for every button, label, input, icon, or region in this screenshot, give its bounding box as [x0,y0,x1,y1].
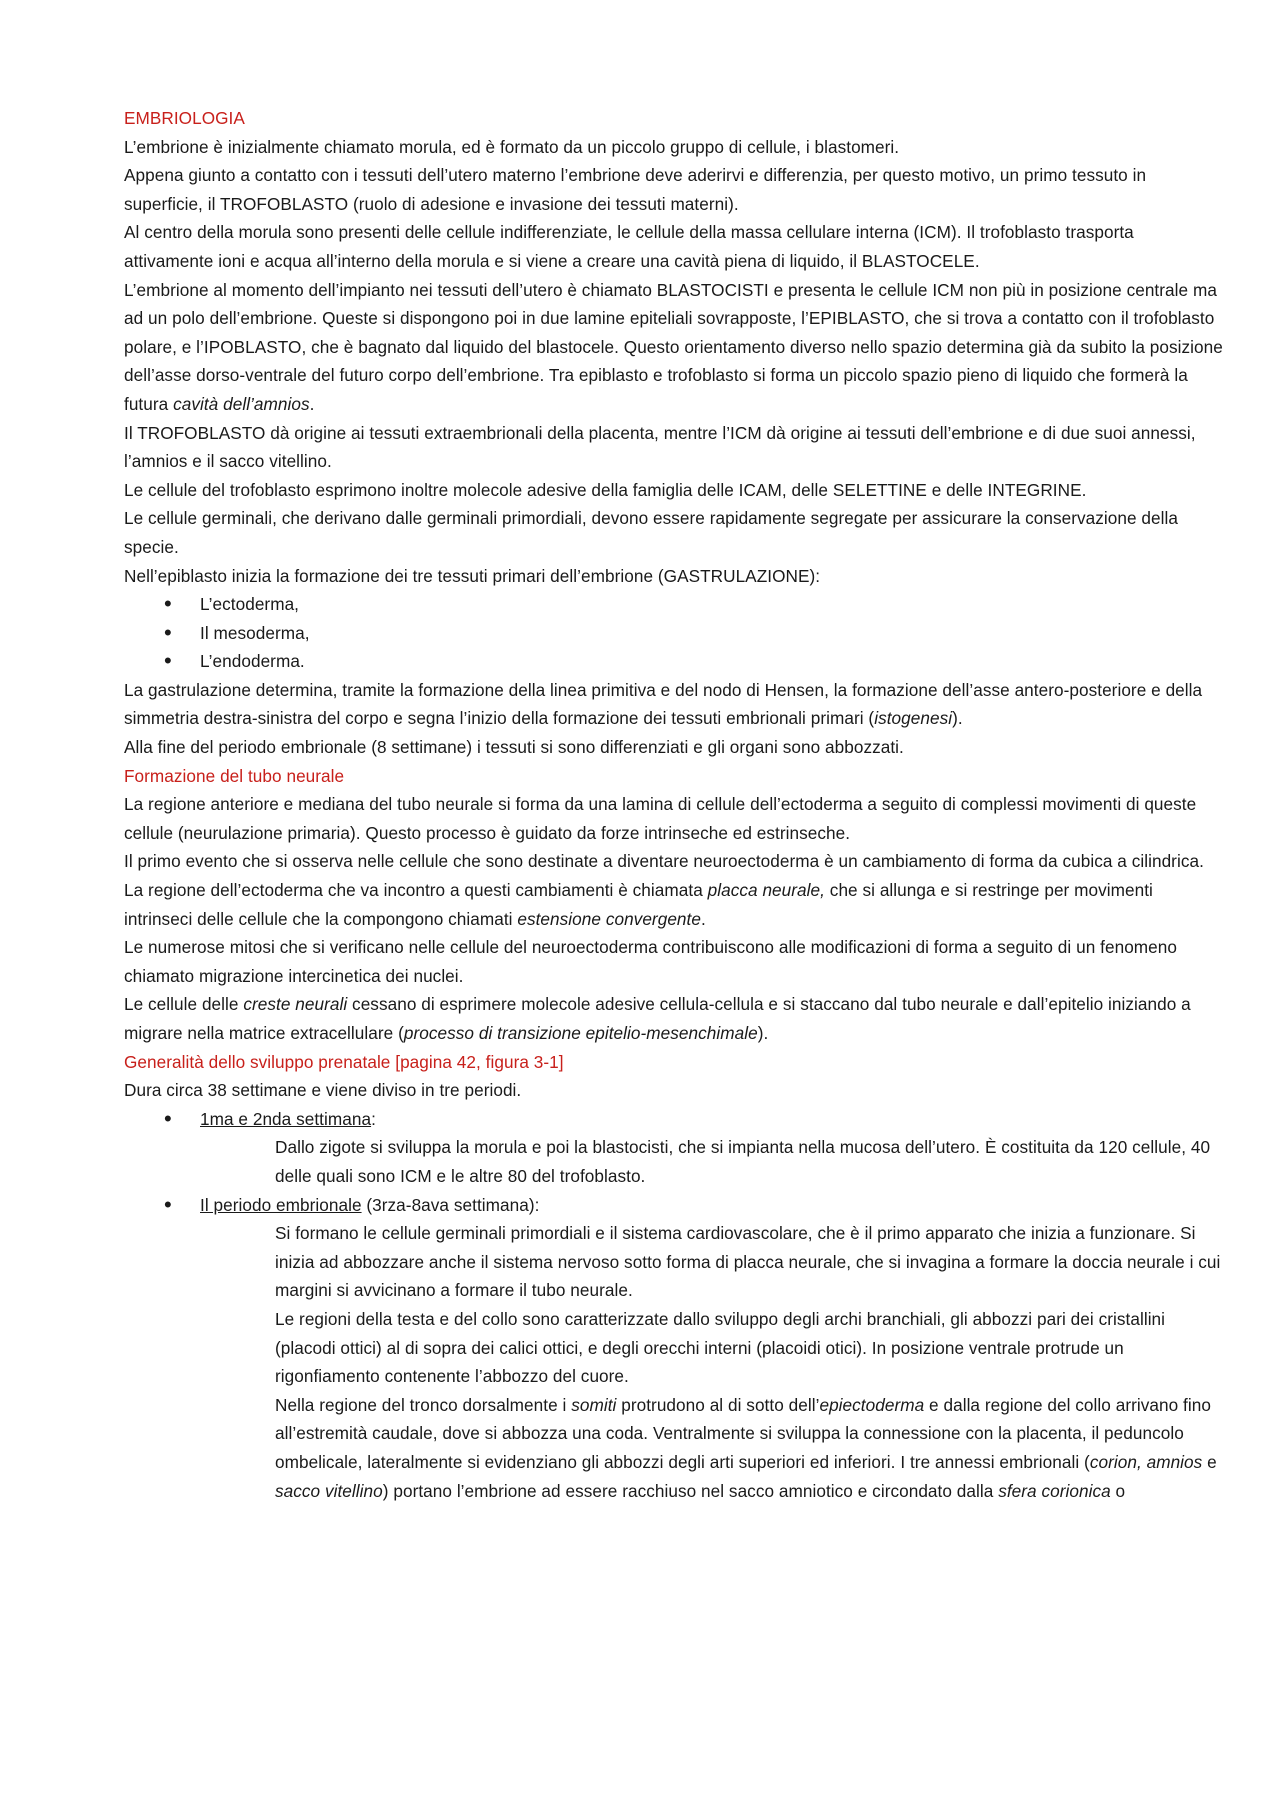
italic-term: sacco vitellino [275,1480,383,1501]
text-span: Nella regione del tronco dorsalmente i [275,1394,572,1415]
paragraph: Dura circa 38 settimane e viene diviso in tre periodi. [124,1080,522,1101]
text-span: e [1202,1451,1217,1472]
italic-term: creste neurali [243,994,348,1015]
document-page [124,104,1224,1505]
list-item: • L’endoderma. [124,647,1224,676]
paragraph: Appena giunto a contatto con i tessuti dell’utero materno l’embrione deve aderirvi e differenzia, per questo motivo, un primo tessuto in superficie, il TROFOBLASTO (ruolo di adesione e invasione dei tessuti materni). [124,165,1147,214]
text-span: : [371,1108,376,1129]
document-title: EMBRIOLOGIA [124,108,245,128]
paragraph [124,990,1224,1047]
section-heading: Formazione del tubo neurale [124,765,345,786]
section-heading: Generalità dello sviluppo prenatale [pagina 42, figura 3-1] [124,1051,564,1072]
list-item: • Il mesoderma, [124,619,1224,648]
period-title: 1ma e 2nda settimana [200,1108,372,1129]
italic-term: istogenesi [874,708,953,729]
text-span: cessano di esprimere molecole adesive cellula-cellula e si staccano dal tubo neurale e dall’epitelio iniziando a migrare nella matrice extracellulare ( [124,994,1191,1043]
paragraph [124,847,1224,933]
italic-term: sfera corionica [998,1480,1111,1501]
text-span: (3rza-8ava settimana): [361,1194,540,1215]
paragraph: L’embrione è inizialmente chiamato morula, ed è formato da un piccolo gruppo di cellule, i blastomeri. [124,136,900,157]
italic-term: corion, amnios [1089,1451,1203,1472]
text-span: . [700,908,706,929]
period-description [124,1391,1224,1505]
list-item: • L’ectoderma, [124,590,1224,619]
paragraph [124,676,1224,733]
paragraph: Le cellule germinali, che derivano dalle germinali primordiali, devono essere rapidamente segregate per assicurare la conservazione della specie. [124,508,1178,557]
list-item [124,1191,1224,1220]
text-span: Le cellule delle [124,994,244,1015]
period-list [124,1105,1224,1134]
text-span: ) portano l’embrione ad essere racchiuso nel sacco amniotico e circondato dalla [382,1480,999,1501]
italic-term: processo di transizione epitelio-mesenchimale [403,1023,758,1043]
paragraph: La regione anteriore e mediana del tubo neurale si forma da una lamina di cellule dell’ectoderma a seguito di complessi movimenti di queste cellule (neurulazione primaria). Questo processo è guidato da forze intrinseche ed estrinseche. [124,794,1197,843]
paragraph: Nell’epiblasto inizia la formazione dei tre tessuti primari dell’embrione (GASTRULAZIONE): [124,565,821,586]
italic-term: placca neurale, [707,880,825,901]
italic-term: estensione convergente [517,908,701,929]
text-span: L’embrione al momento dell’impianto nei tessuti dell’utero è chiamato BLASTOCISTI e presenta le cellule ICM non più in posizione centrale ma ad un polo dell’embrione. Queste si dispongono poi in due lamine epiteliali sovrapposte, l’EPIBLASTO, che si trova a contatto con il trofoblasto polare, e l’IPOBLASTO, che è bagnato dal liquido del blastocele. Questo orientamento diverso nello spazio determina già da subito la posizione dell’asse dorso-ventrale del futuro corpo dell’embrione. Tra epiblasto e trofoblasto si forma un piccolo spazio pieno di liquido che formerà la futura [124,279,1223,414]
period-description: Le regioni della testa e del collo sono caratterizzate dallo sviluppo degli archi branchiali, gli abbozzi pari dei cristallini (placodi ottici) al di sopra dei calici ottici, e degli orecchi interni (placoidi otici). In posizione ventrale protrude un rigonfiamento contenente l’abbozzo del cuore. [275,1308,1166,1387]
period-title: Il periodo embrionale [200,1194,362,1215]
text-span: o [1110,1480,1126,1501]
italic-term: cavità dell’amnios [173,393,310,414]
paragraph: Alla fine del periodo embrionale (8 settimane) i tessuti si sono differenziati e gli organi sono abbozzati. [124,737,904,758]
paragraph: Le cellule del trofoblasto esprimono inoltre molecole adesive della famiglia delle ICAM, delle SELETTINE e delle INTEGRINE. [124,479,1087,500]
period-description: Si formano le cellule germinali primordiali e il sistema cardiovascolare, che è il primo apparato che inizia a funzionare. Si inizia ad abbozzare anche il sistema nervoso sotto forma di placca neurale, che si invagina a formare la doccia neurale i cui margini si avvicinano a formare il tubo neurale. [275,1223,1221,1301]
text-span: . [309,393,315,414]
paragraph: Le numerose mitosi che si verificano nelle cellule del neuroectoderma contribuiscono alle modificazioni di forma a seguito di un fenomeno chiamato migrazione intercinetica dei nuclei. [124,937,1177,986]
text-span: ). [757,1023,769,1043]
italic-term: somiti [571,1394,617,1415]
text-span: ). [952,708,963,729]
italic-term: epiectoderma [819,1394,925,1415]
list-item [124,1105,1224,1134]
paragraph: Il TROFOBLASTO dà origine ai tessuti extraembrionali della placenta, mentre l’ICM dà origine ai tessuti dell’embrione e di due suoi annessi, l’amnios e il sacco vitellino. [124,422,1196,472]
period-list [124,1191,1224,1220]
text-span: che si allunga e si restringe per movimenti intrinseci delle cellule che la compongono chiamati [124,880,1153,929]
paragraph: Al centro della morula sono presenti delle cellule indifferenziate, le cellule della massa cellulare interna (ICM). Il trofoblasto trasporta attivamente ioni e acqua all’interno della morula e si viene a creare una cavità piena di liquido, il BLASTOCELE. [124,222,1134,271]
text-span: La gastrulazione determina, tramite la formazione della linea primitiva e del nodo di Hensen, la formazione dell’asse antero-posteriore e della simmetria destra-sinistra del corpo e segna l’inizio della formazione dei tessuti embrionali primari ( [124,679,1203,729]
text-span: Il primo evento che si osserva nelle cellule che sono destinate a diventare neuroectoderma è un cambiamento di forma da cubica a cilindrica. La regione dell’ectoderma che va incontro a questi cambiamenti è chiamata [124,851,1204,901]
period-description: Dallo zigote si sviluppa la morula e poi la blastocisti, che si impianta nella mucosa dell’utero. È costituita da 120 cellule, 40 delle quali sono ICM e le altre 80 del trofoblasto. [275,1137,1211,1186]
germ-layer-list [124,590,1224,676]
text-span: e dalla regione del collo arrivano fino all’estremità caudale, dove si abbozza una coda. Ventralmente si sviluppa la connessione con la placenta, il peduncolo ombelicale, lateralmente si evidenziano gli abbozzi degli arti superiori ed inferiori. I tre annessi embrionali ( [275,1394,1211,1472]
text-span: protrudono al di sotto dell’ [616,1394,820,1415]
paragraph [124,276,1224,419]
